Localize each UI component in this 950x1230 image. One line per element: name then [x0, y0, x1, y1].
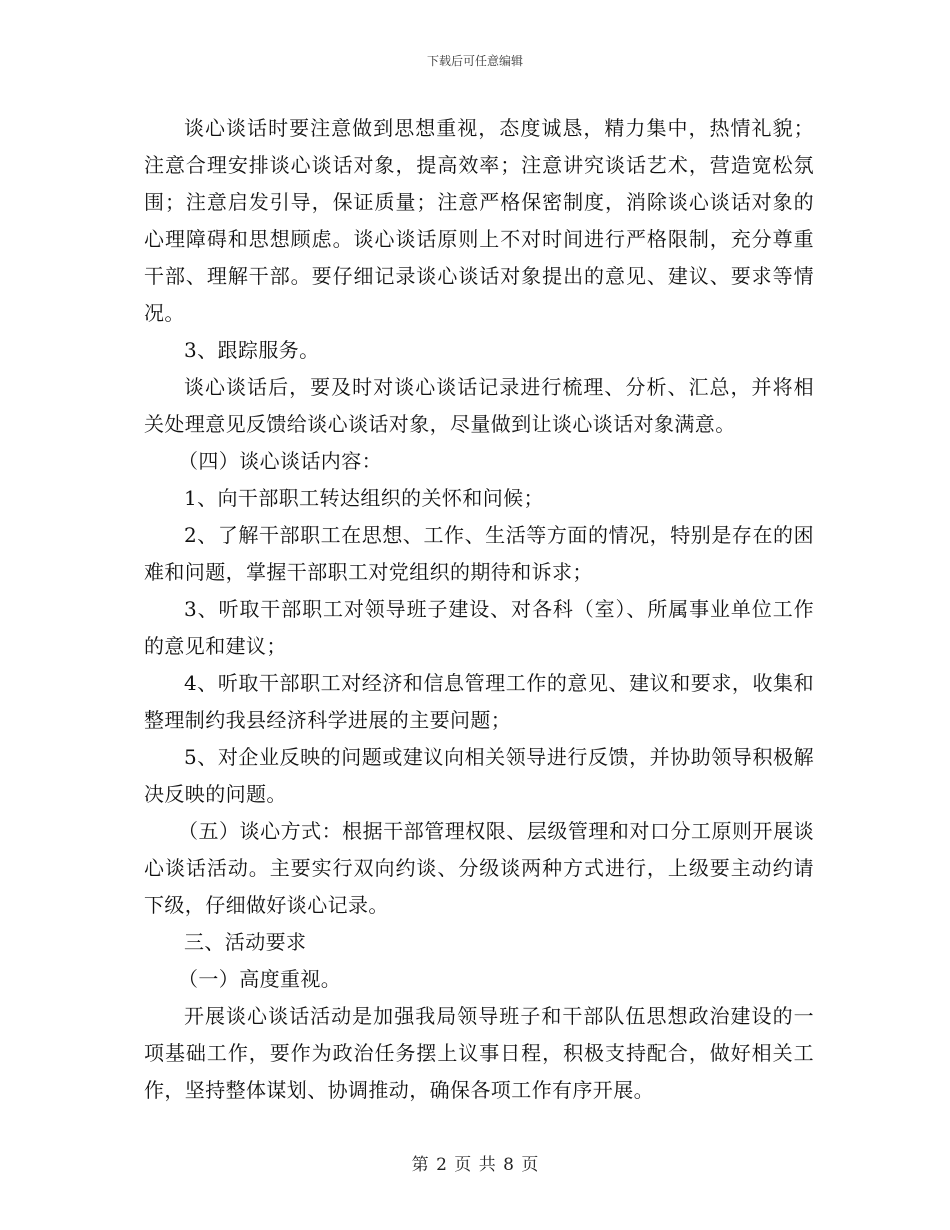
heading-high-priority: （一）高度重视。: [178, 967, 342, 991]
document-body: [144, 110, 814, 1109]
heading-follow-up-service: 3、跟踪服务。: [184, 338, 320, 362]
paragraph-high-priority: 开展谈心谈话活动是加强我局领导班子和干部队伍思想政治建设的一项基础工作，要作为政治任务摆上议事日程，积极支持配合，做好相关工作，坚持整体谋划、协调推动，确保各项工作有序开展。: [144, 1004, 814, 1102]
list-item-content-2: 2、了解干部职工在思想、工作、生活等方面的情况，特别是存在的困难和问题，掌握干部职工对党组织的期待和诉求；: [144, 523, 814, 584]
paragraph-talk-requirements: 谈心谈话时要注意做到思想重视，态度诚恳，精力集中，热情礼貌；注意合理安排谈心谈话对象，提高效率；注意讲究谈话艺术，营造宽松氛围；注意启发引导，保证质量；注意严格保密制度，消除谈心谈话对象的心理障碍和思想顾虑。谈心谈话原则上不对时间进行严格限制，充分尊重干部、理解干部。要仔细记录谈心谈话对象提出的意见、建议、要求等情况。: [144, 116, 814, 325]
paragraph-talk-method: （五）谈心方式：根据干部管理权限、层级管理和对口分工原则开展谈心谈话活动。主要实行双向约谈、分级谈两种方式进行，上级要主动约请下级，仔细做好谈心记录。: [144, 819, 814, 917]
list-item-content-3: 3、听取干部职工对领导班子建设、对各科（室）、所属事业单位工作的意见和建议；: [144, 597, 814, 658]
paragraph-follow-up: 谈心谈话后，要及时对谈心谈话记录进行梳理、分析、汇总，并将相关处理意见反馈给谈心谈话对象，尽量做到让谈心谈话对象满意。: [144, 375, 814, 436]
page-number-footer: 第 2 页 共 8 页: [411, 1155, 539, 1175]
heading-activity-requirements: 三、活动要求: [184, 930, 307, 954]
page-header: 下载后可任意编辑: [426, 54, 523, 68]
list-item-content-4: 4、听取干部职工对经济和信息管理工作的意见、建议和要求，收集和整理制约我县经济科学进展的主要问题；: [144, 671, 814, 732]
list-item-content-5: 5、对企业反映的问题或建议向相关领导进行反馈，并协助领导积极解决反映的问题。: [144, 745, 814, 806]
list-item-content-1: 1、向干部职工转达组织的关怀和问候；: [184, 486, 544, 510]
heading-talk-content: （四）谈心谈话内容：: [178, 449, 382, 473]
